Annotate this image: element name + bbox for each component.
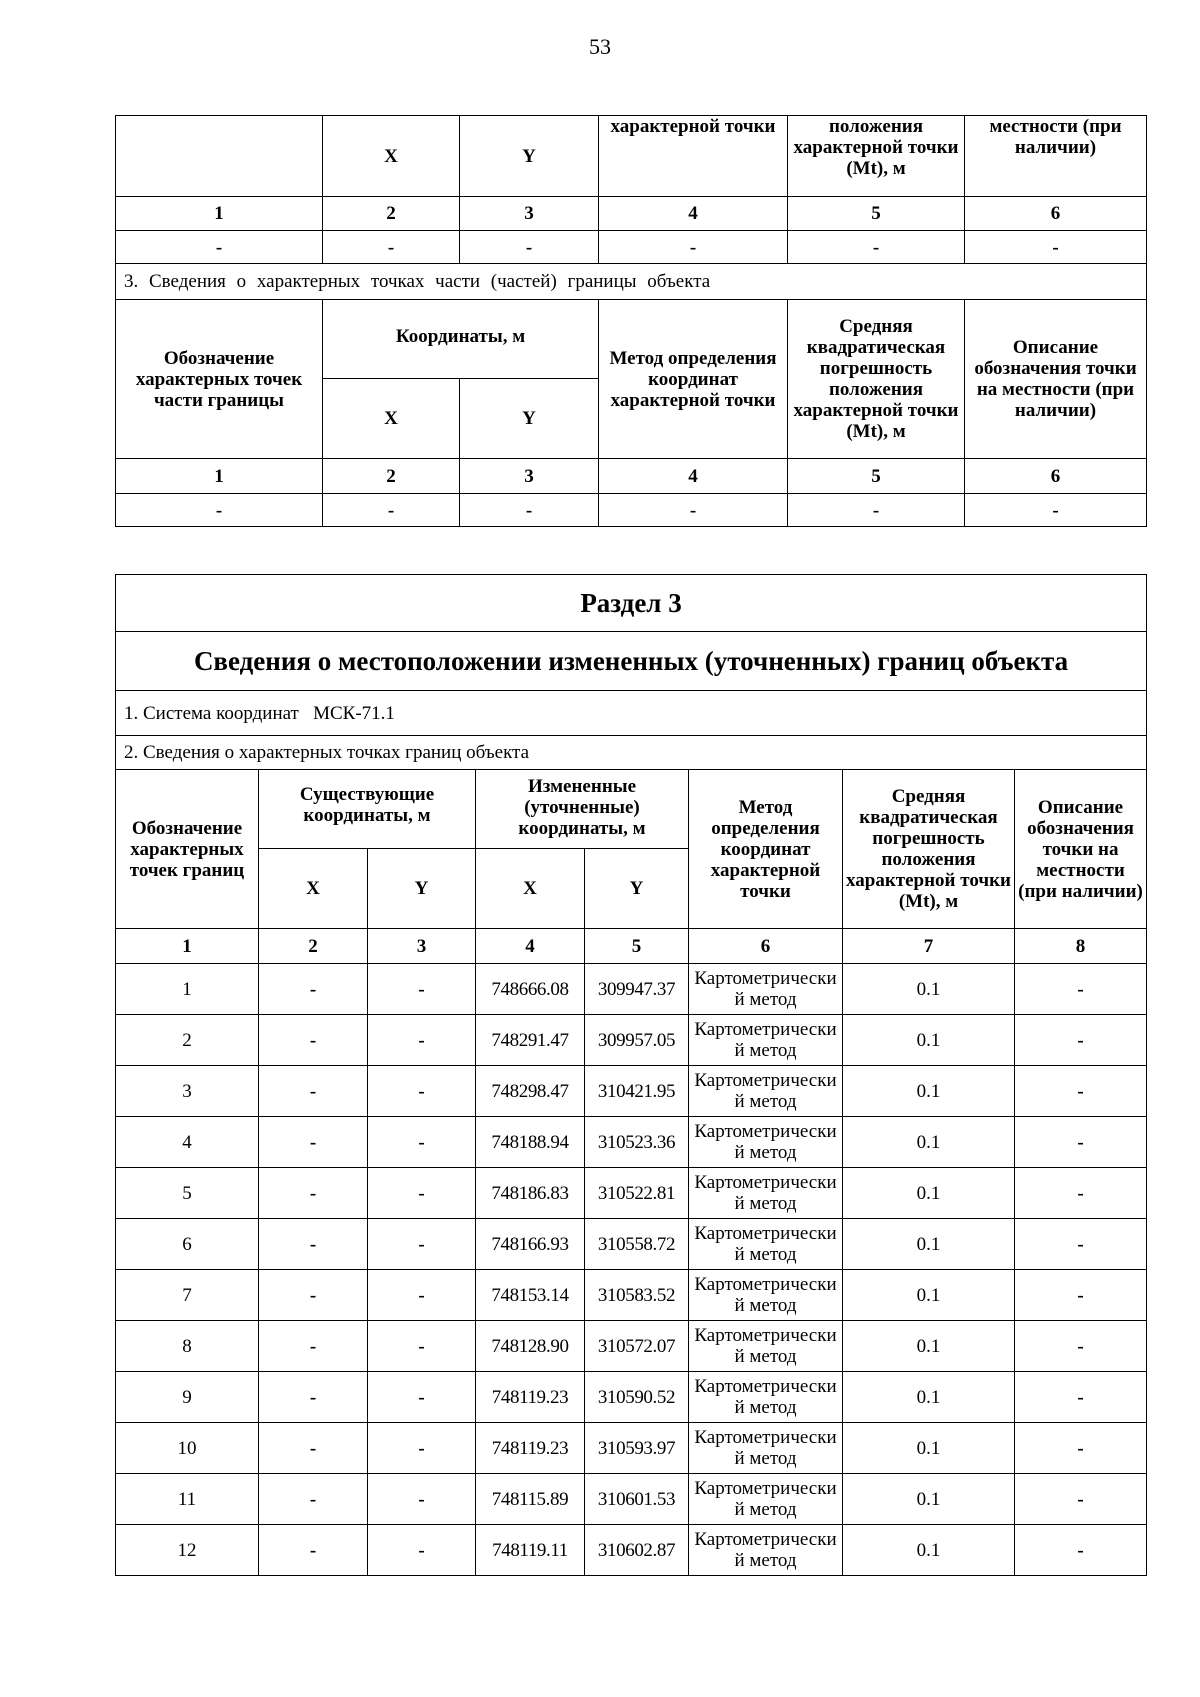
header-cell: характерной точки: [599, 116, 788, 197]
cell-ex-x: -: [259, 1015, 368, 1066]
cell-ex-y: -: [368, 1066, 476, 1117]
cell-method: Картометрический метод: [689, 1270, 843, 1321]
section3-title: 3. Сведения о характерных точках части (частей) границы объекта: [116, 264, 1147, 300]
page-number: 53: [589, 34, 611, 59]
header-cell: Y: [460, 116, 599, 197]
cell-ex-y: -: [368, 1117, 476, 1168]
cell-desc: -: [1015, 1117, 1147, 1168]
cell-n: 10: [116, 1423, 259, 1474]
cell-ex-x: -: [259, 1066, 368, 1117]
cell-mt: 0.1: [843, 1219, 1015, 1270]
error-header: Средняя квадратическая погрешность положения характерной точки (Mt), м: [843, 770, 1015, 929]
cell-desc: -: [1015, 1423, 1147, 1474]
cell-y: 310601.53: [585, 1474, 689, 1525]
cell-x: 748119.23: [476, 1372, 585, 1423]
column-number: 5: [585, 929, 689, 964]
cell-method: Картометрический метод: [689, 1117, 843, 1168]
section3-title-row: [116, 264, 1147, 300]
table-row: [116, 1117, 1147, 1168]
column-number: 8: [1015, 929, 1147, 964]
column-number-row: [116, 929, 1147, 964]
column-number: 6: [965, 197, 1147, 231]
section-subtitle-row: [116, 632, 1147, 691]
cell-mt: 0.1: [843, 1423, 1015, 1474]
points-title: 2. Сведения о характерных точках границ объекта: [116, 736, 1147, 770]
cell-method: Картометрический метод: [689, 1372, 843, 1423]
table-row: [116, 1372, 1147, 1423]
table-row: [116, 1321, 1147, 1372]
cell: -: [599, 231, 788, 264]
cell-method: Картометрический метод: [689, 1219, 843, 1270]
cell-n: 1: [116, 964, 259, 1015]
header-row: [116, 300, 1147, 379]
cell-ex-x: -: [259, 964, 368, 1015]
cell-method: Картометрический метод: [689, 1525, 843, 1576]
cell-n: 5: [116, 1168, 259, 1219]
cell-n: 7: [116, 1270, 259, 1321]
section-title: Раздел 3: [116, 575, 1147, 632]
cell-ex-y: -: [368, 1525, 476, 1576]
cell-desc: -: [1015, 1219, 1147, 1270]
column-number: 2: [259, 929, 368, 964]
cell-mt: 0.1: [843, 1372, 1015, 1423]
column-number: 5: [788, 197, 965, 231]
cell-desc: -: [1015, 1168, 1147, 1219]
column-number: 6: [689, 929, 843, 964]
column-number: 2: [323, 197, 460, 231]
cell-desc: -: [1015, 1372, 1147, 1423]
column-number: 3: [368, 929, 476, 964]
changed-y-header: Y: [585, 849, 689, 929]
table-row: [116, 1525, 1147, 1576]
cell-y: 310593.97: [585, 1423, 689, 1474]
header-row: [116, 770, 1147, 849]
column-number: 4: [599, 459, 788, 494]
section-subtitle: Сведения о местоположении измененных (уточненных) границ объекта: [116, 632, 1147, 691]
cell-y: 310590.52: [585, 1372, 689, 1423]
cell: -: [323, 494, 460, 527]
cell-y: 310522.81: [585, 1168, 689, 1219]
continued-header-row: [116, 116, 1147, 197]
cell-method: Картометрический метод: [689, 1015, 843, 1066]
table-row: [116, 1474, 1147, 1525]
cell-ex-y: -: [368, 1168, 476, 1219]
cell-y: 310583.52: [585, 1270, 689, 1321]
cell-ex-x: -: [259, 1219, 368, 1270]
designation-header: Обозначение характерных точек границ: [116, 770, 259, 929]
error-header: Средняя квадратическая погрешность положения характерной точки (Mt), м: [788, 300, 965, 459]
cell-ex-x: -: [259, 1168, 368, 1219]
cell-y: 309957.05: [585, 1015, 689, 1066]
cell-desc: -: [1015, 1066, 1147, 1117]
cell-desc: -: [1015, 1015, 1147, 1066]
cell: -: [460, 494, 599, 527]
table-row: [116, 1219, 1147, 1270]
cell-x: 748188.94: [476, 1117, 585, 1168]
table-row: [116, 1066, 1147, 1117]
section-3-table: [115, 574, 1147, 1576]
cell-mt: 0.1: [843, 1474, 1015, 1525]
cell-mt: 0.1: [843, 1168, 1015, 1219]
cell-y: 310421.95: [585, 1066, 689, 1117]
column-number-row: [116, 197, 1147, 231]
points-table-body: [116, 964, 1147, 1576]
cell-desc: -: [1015, 1270, 1147, 1321]
cell-mt: 0.1: [843, 1117, 1015, 1168]
points-title-row: [116, 736, 1147, 770]
cell-x: 748119.11: [476, 1525, 585, 1576]
table-row: [116, 1168, 1147, 1219]
existing-x-header: X: [259, 849, 368, 929]
cell-ex-y: -: [368, 1270, 476, 1321]
cell-x: 748166.93: [476, 1219, 585, 1270]
cell-mt: 0.1: [843, 1321, 1015, 1372]
coordinate-system: 1. Система координат МСК-71.1: [116, 691, 1147, 736]
cell-y: 310523.36: [585, 1117, 689, 1168]
cell-n: 11: [116, 1474, 259, 1525]
existing-y-header: Y: [368, 849, 476, 929]
changed-coords-header: Измененные (уточненные) координаты, м: [476, 770, 689, 849]
cell-n: 3: [116, 1066, 259, 1117]
empty-row: [116, 494, 1147, 527]
table-row: [116, 964, 1147, 1015]
cell-method: Картометрический метод: [689, 1168, 843, 1219]
column-number: 5: [788, 459, 965, 494]
cell-y: 309947.37: [585, 964, 689, 1015]
cell-x: 748153.14: [476, 1270, 585, 1321]
cell-ex-x: -: [259, 1525, 368, 1576]
table-row: [116, 1270, 1147, 1321]
cell-desc: -: [1015, 1525, 1147, 1576]
cell: -: [323, 231, 460, 264]
cell-ex-x: -: [259, 1423, 368, 1474]
cell-ex-y: -: [368, 964, 476, 1015]
cell-ex-y: -: [368, 1015, 476, 1066]
cell-method: Картометрический метод: [689, 1066, 843, 1117]
column-number: 4: [599, 197, 788, 231]
cell: -: [116, 231, 323, 264]
column-number: 3: [460, 459, 599, 494]
cell-x: 748115.89: [476, 1474, 585, 1525]
cell-n: 9: [116, 1372, 259, 1423]
cell-desc: -: [1015, 1474, 1147, 1525]
column-number-row: [116, 459, 1147, 494]
cell-y: 310572.07: [585, 1321, 689, 1372]
x-header: X: [323, 379, 460, 459]
description-header: Описание обозначения точки на местности (при наличии): [1015, 770, 1147, 929]
cell-desc: -: [1015, 1321, 1147, 1372]
cell-ex-x: -: [259, 1474, 368, 1525]
column-number: 2: [323, 459, 460, 494]
column-number: 7: [843, 929, 1015, 964]
cell-ex-x: -: [259, 1270, 368, 1321]
cell-x: 748186.83: [476, 1168, 585, 1219]
cell: -: [599, 494, 788, 527]
cell-ex-x: -: [259, 1117, 368, 1168]
table-row: [116, 1015, 1147, 1066]
header-cell: местности (при наличии): [965, 116, 1147, 197]
column-number: 1: [116, 459, 323, 494]
y-header: Y: [460, 379, 599, 459]
header-cell: [116, 116, 323, 197]
cell-ex-y: -: [368, 1423, 476, 1474]
cell-n: 6: [116, 1219, 259, 1270]
cell-x: 748291.47: [476, 1015, 585, 1066]
column-number: 6: [965, 459, 1147, 494]
cell: -: [460, 231, 599, 264]
cell-mt: 0.1: [843, 1066, 1015, 1117]
coordinates-header: Координаты, м: [323, 300, 599, 379]
cell-mt: 0.1: [843, 964, 1015, 1015]
cell-method: Картометрический метод: [689, 964, 843, 1015]
cell-n: 12: [116, 1525, 259, 1576]
cell-mt: 0.1: [843, 1270, 1015, 1321]
designation-header: Обозначение характерных точек части границы: [116, 300, 323, 459]
cell-ex-y: -: [368, 1219, 476, 1270]
cell-mt: 0.1: [843, 1015, 1015, 1066]
cell: -: [788, 231, 965, 264]
part-boundary-table: [115, 115, 1147, 527]
empty-row: [116, 231, 1147, 264]
method-header: Метод определения координат характерной точки: [689, 770, 843, 929]
cell-ex-y: -: [368, 1321, 476, 1372]
cell-x: 748298.47: [476, 1066, 585, 1117]
cell-y: 310602.87: [585, 1525, 689, 1576]
cell-y: 310558.72: [585, 1219, 689, 1270]
column-number: 1: [116, 197, 323, 231]
column-number: 3: [460, 197, 599, 231]
cell: -: [965, 494, 1147, 527]
header-cell: положения характерной точки (Mt), м: [788, 116, 965, 197]
cell-mt: 0.1: [843, 1525, 1015, 1576]
cell-n: 2: [116, 1015, 259, 1066]
cell-ex-x: -: [259, 1372, 368, 1423]
cell-ex-x: -: [259, 1321, 368, 1372]
cell-method: Картометрический метод: [689, 1474, 843, 1525]
cell-x: 748666.08: [476, 964, 585, 1015]
column-number: 4: [476, 929, 585, 964]
cell-n: 8: [116, 1321, 259, 1372]
method-header: Метод определения координат характерной точки: [599, 300, 788, 459]
header-cell: X: [323, 116, 460, 197]
cell: -: [965, 231, 1147, 264]
coord-system-row: [116, 691, 1147, 736]
cell-n: 4: [116, 1117, 259, 1168]
existing-coords-header: Существующие координаты, м: [259, 770, 476, 849]
cell-ex-y: -: [368, 1372, 476, 1423]
column-number: 1: [116, 929, 259, 964]
cell-desc: -: [1015, 964, 1147, 1015]
cell: -: [116, 494, 323, 527]
cell-x: 748128.90: [476, 1321, 585, 1372]
cell-x: 748119.23: [476, 1423, 585, 1474]
cell-method: Картометрический метод: [689, 1423, 843, 1474]
changed-x-header: X: [476, 849, 585, 929]
section-title-row: [116, 575, 1147, 632]
table-row: [116, 1423, 1147, 1474]
cell-ex-y: -: [368, 1474, 476, 1525]
description-header: Описание обозначения точки на местности (при наличии): [965, 300, 1147, 459]
cell-method: Картометрический метод: [689, 1321, 843, 1372]
cell: -: [788, 494, 965, 527]
